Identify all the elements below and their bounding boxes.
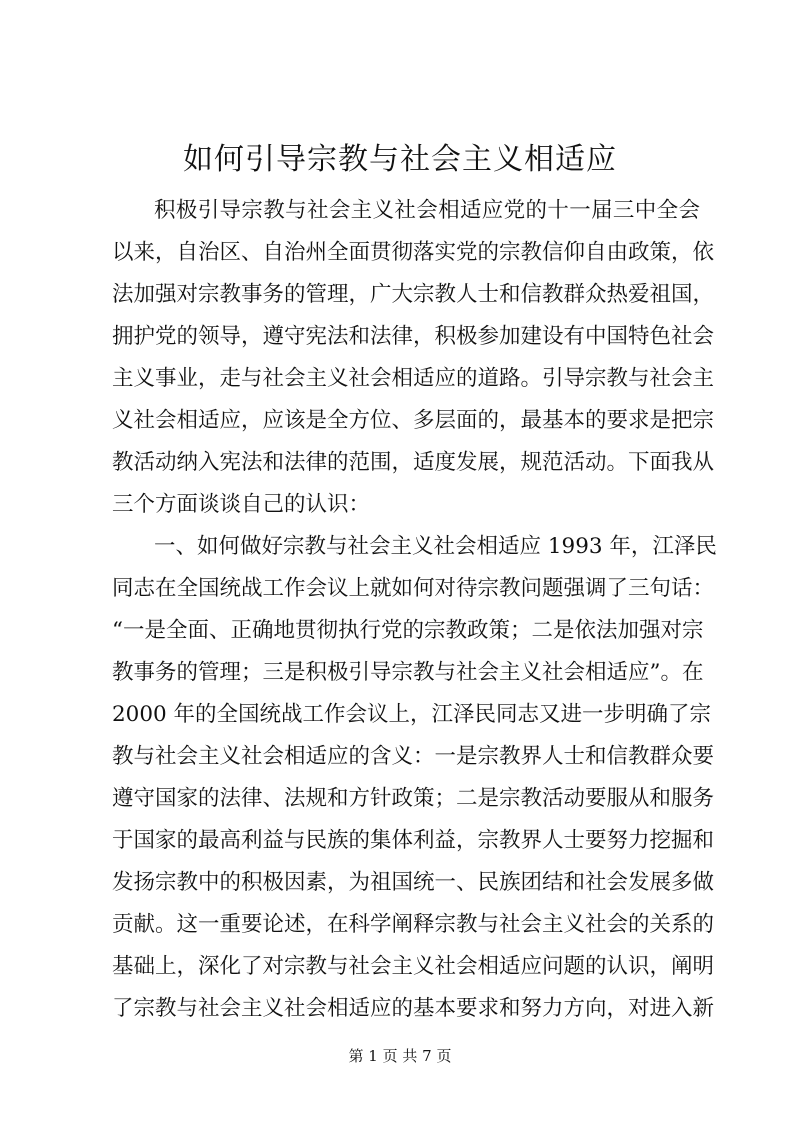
paragraph-2-line-7: 遵守国家的法律、法规和方针政策；二是宗教活动要服从和服务: [112, 786, 715, 811]
page-title: 如何引导宗教与社会主义相适应: [183, 142, 617, 177]
paragraph-2-line-6: 教与社会主义社会相适应的含义：一是宗教界人士和信教群众要: [112, 744, 715, 769]
paragraph-2-line-5: 2000 年的全国统战工作会议上，江泽民同志又进一步明确了宗: [112, 702, 712, 727]
paragraph-1-line-1: 积极引导宗教与社会主义社会相适应党的十一届三中全会: [154, 198, 700, 223]
paragraph-2-line-12: 了宗教与社会主义社会相适应的基本要求和努力方向，对进入新: [112, 996, 715, 1021]
paragraph-1-line-7: 教活动纳入宪法和法律的范围，适度发展，规范活动。下面我从: [112, 450, 715, 475]
paragraph-2-line-4: 教事务的管理；三是积极引导宗教与社会主义社会相适应”。在: [112, 660, 704, 685]
page-number-footer: 第 1 页 共 7 页: [348, 1047, 452, 1065]
paragraph-2-line-8: 于国家的最高利益与民族的集体利益，宗教界人士要努力挖掘和: [112, 828, 715, 853]
paragraph-1-line-5: 主义事业，走与社会主义社会相适应的道路。引导宗教与社会主: [112, 366, 715, 391]
paragraph-2-line-2: 同志在全国统战工作会议上就如何对待宗教问题强调了三句话：: [112, 576, 715, 601]
paragraph-2-line-9: 发扬宗教中的积极因素，为祖国统一、民族团结和社会发展多做: [112, 870, 715, 895]
paragraph-2-line-1: 一、如何做好宗教与社会主义社会相适应 1993 年，江泽民: [154, 534, 717, 559]
paragraph-1-line-6: 义社会相适应，应该是全方位、多层面的，最基本的要求是把宗: [112, 408, 715, 433]
paragraph-1-line-2: 以来，自治区、自治州全面贯彻落实党的宗教信仰自由政策，依: [112, 240, 715, 265]
paragraph-2-line-3: “一是全面、正确地贯彻执行党的宗教政策；二是依法加强对宗: [112, 618, 704, 643]
paragraph-2-line-10: 贡献。这一重要论述，在科学阐释宗教与社会主义社会的关系的: [112, 912, 715, 937]
paragraph-1-line-3: 法加强对宗教事务的管理，广大宗教人士和信教群众热爱祖国，: [112, 282, 715, 307]
paragraph-1-line-8: 三个方面谈谈自己的认识：: [112, 492, 371, 517]
document-body: [112, 190, 717, 1030]
paragraph-2-line-11: 基础上，深化了对宗教与社会主义社会相适应问题的认识，阐明: [112, 954, 715, 979]
paragraph-1-line-4: 拥护党的领导，遵守宪法和法律，积极参加建设有中国特色社会: [112, 324, 715, 349]
